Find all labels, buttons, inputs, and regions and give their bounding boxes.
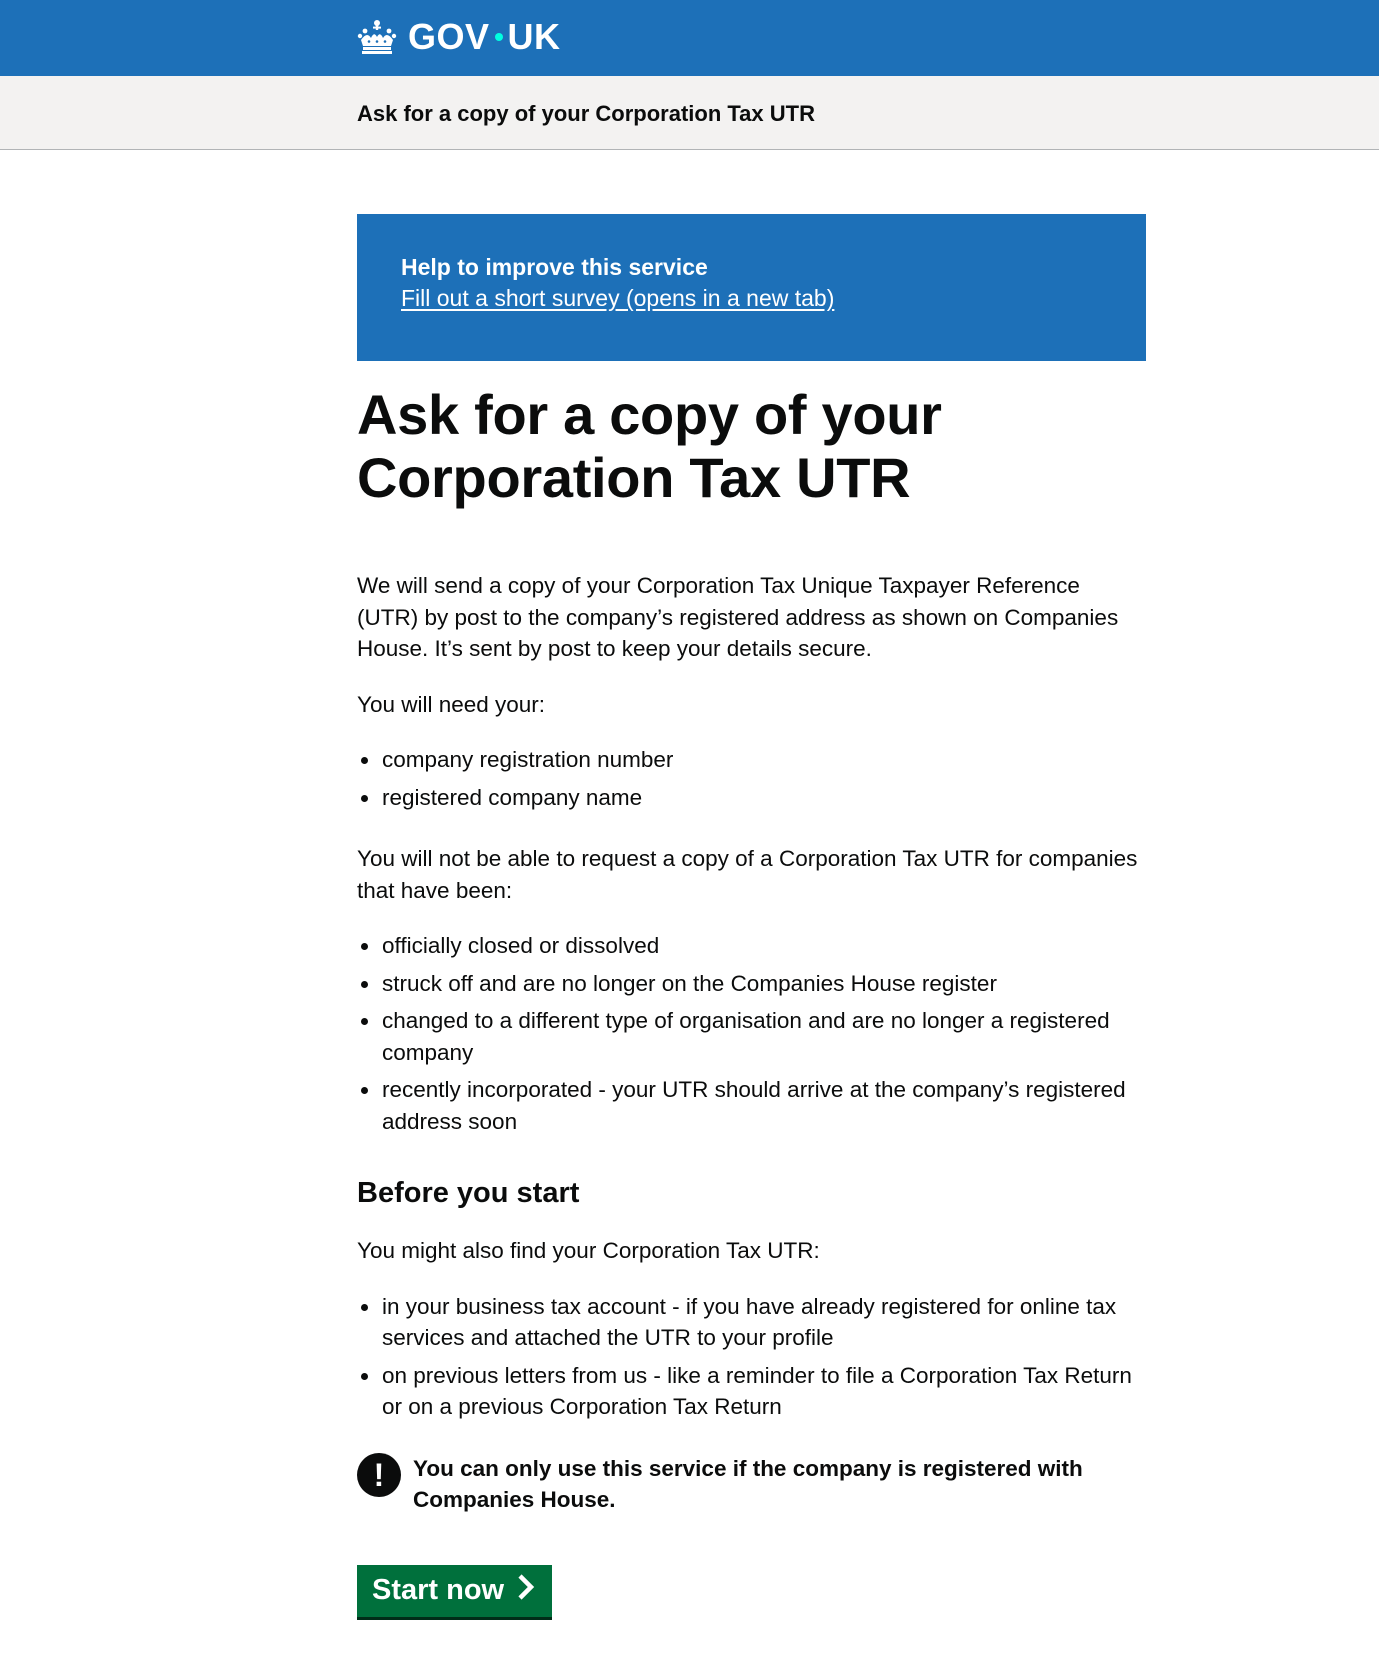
service-name-link[interactable]: Ask for a copy of your Corporation Tax UTR — [357, 101, 815, 126]
intro-paragraph: We will send a copy of your Corporation Tax Unique Taxpayer Reference (UTR) by post to the company’s registered address as shown on Companies House. It’s sent by post to keep your details secure. — [357, 573, 1119, 661]
govuk-logo-link[interactable] — [357, 17, 561, 57]
list-item: in your business tax account - if you have already registered for online tax services and attached the UTR to your profile — [357, 1291, 1146, 1354]
not-able-list — [357, 930, 1146, 1137]
list-item: recently incorporated - your UTR should arrive at the company’s registered address soon — [357, 1074, 1146, 1137]
logotype-dot — [495, 33, 503, 41]
need-intro: You will need your: — [357, 691, 546, 717]
govuk-header — [0, 0, 1379, 76]
not-able-intro: You will not be able to request a copy of a Corporation Tax UTR for companies that have been: — [357, 846, 1138, 903]
warning-message: You can only use this service if the company is registered with Companies House. — [413, 1455, 1083, 1512]
crown-icon — [357, 19, 397, 55]
feedback-banner — [357, 214, 1146, 361]
list-item: struck off and are no longer on the Companies House register — [357, 968, 1146, 1000]
list-item: registered company name — [357, 782, 1146, 814]
need-list — [357, 744, 1146, 813]
list-item: on previous letters from us - like a reminder to file a Corporation Tax Return or on a previous Corporation Tax Return — [357, 1360, 1146, 1423]
list-item: changed to a different type of organisation and are no longer a registered company — [357, 1005, 1146, 1068]
find-list — [357, 1291, 1146, 1423]
main-content — [357, 214, 1146, 1617]
page-title: Ask for a copy of your Corporation Tax UTR — [357, 383, 942, 509]
list-item: company registration number — [357, 744, 1146, 776]
list-item: officially closed or dissolved — [357, 930, 1146, 962]
before-you-start-heading: Before you start — [357, 1177, 580, 1209]
service-navigation — [0, 76, 1379, 150]
banner-title: Help to improve this service — [401, 254, 708, 280]
find-intro: You might also find your Corporation Tax UTR: — [357, 1238, 820, 1263]
start-button-label: Start now — [372, 1574, 505, 1606]
chevron-right-icon — [516, 1574, 536, 1608]
logotype-gov: GOV — [408, 16, 490, 57]
govuk-logotype — [408, 17, 561, 57]
survey-link[interactable]: Fill out a short survey (opens in a new tab) — [401, 285, 835, 311]
start-now-button[interactable] — [357, 1565, 552, 1617]
logotype-uk: UK — [507, 16, 561, 57]
warning-text-block — [357, 1453, 1146, 1516]
warning-icon: ! — [357, 1453, 401, 1497]
